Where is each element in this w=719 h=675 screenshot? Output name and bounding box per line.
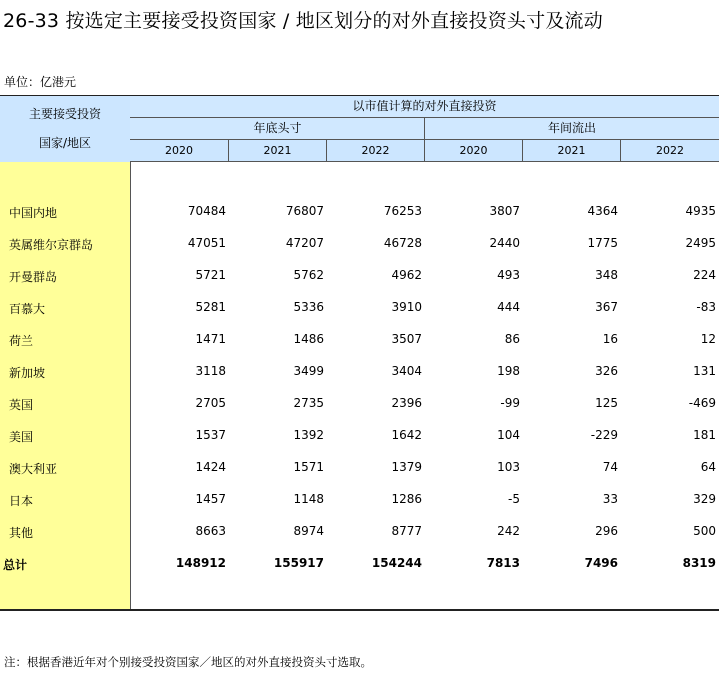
table-row [0, 330, 719, 350]
cell: 224 [693, 268, 716, 282]
unit-label: 单位：亿港元 [4, 75, 77, 89]
year-2021-position: 2021 [229, 140, 327, 161]
year-2022-position: 2022 [327, 140, 425, 161]
row-name: 百慕大 [9, 302, 46, 316]
row-name: 美国 [9, 430, 34, 444]
table-row [0, 202, 719, 222]
cell: 3507 [391, 332, 422, 346]
cell: -83 [696, 300, 716, 314]
table-row [0, 298, 719, 318]
cell: 70484 [187, 204, 226, 218]
row-name: 其他 [9, 526, 34, 540]
year-2020-position: 2020 [130, 140, 229, 161]
cell: 8319 [682, 556, 716, 570]
table-row [0, 234, 719, 254]
row-name: 新加坡 [9, 366, 46, 380]
row-name: 开曼群岛 [9, 270, 58, 284]
cell: 76253 [383, 204, 422, 218]
cell: 2705 [195, 396, 226, 410]
table-row [0, 490, 719, 510]
cell: 46728 [383, 236, 422, 250]
table-row [0, 266, 719, 286]
cell: 3910 [391, 300, 422, 314]
total-row [0, 554, 719, 574]
cell: 1286 [391, 492, 422, 506]
header-group-position: 年底头寸 [253, 121, 302, 135]
cell: 64 [700, 460, 716, 474]
cell: 7496 [584, 556, 618, 570]
cell: 8974 [293, 524, 324, 538]
cell: 154244 [371, 556, 422, 570]
cell: 1148 [293, 492, 324, 506]
cell: 8663 [195, 524, 226, 538]
table-row [0, 522, 719, 542]
cell: 33 [602, 492, 618, 506]
cell: 3404 [391, 364, 422, 378]
cell: 4962 [391, 268, 422, 282]
cell: 131 [693, 364, 716, 378]
row-name: 日本 [9, 494, 34, 508]
year-2020-outflow: 2020 [425, 140, 523, 161]
row-name: 英国 [9, 398, 34, 412]
cell: 1537 [195, 428, 226, 442]
cell: 16 [602, 332, 618, 346]
header-region-column [0, 96, 131, 162]
cell: 444 [497, 300, 520, 314]
cell: 125 [595, 396, 618, 410]
cell: 5336 [293, 300, 324, 314]
cell: 181 [693, 428, 716, 442]
cell: 1775 [587, 236, 618, 250]
table-row [0, 362, 719, 382]
cell: 1471 [195, 332, 226, 346]
cell: 76807 [285, 204, 324, 218]
cell: 1642 [391, 428, 422, 442]
total-label: 总计 [3, 558, 28, 572]
cell: 8777 [391, 524, 422, 538]
cell: 47051 [187, 236, 226, 250]
cell: 326 [595, 364, 618, 378]
header-group-band [130, 118, 719, 140]
header-group-outflow: 年间流出 [547, 121, 596, 135]
cell: 1424 [195, 460, 226, 474]
cell: 74 [602, 460, 618, 474]
cell: 4364 [587, 204, 618, 218]
cell: 198 [497, 364, 520, 378]
cell: 5281 [195, 300, 226, 314]
cell: 2396 [391, 396, 422, 410]
cell: 1457 [195, 492, 226, 506]
cell: 4935 [685, 204, 716, 218]
row-name: 荷兰 [9, 334, 34, 348]
cell: -469 [688, 396, 716, 410]
cell: 1486 [293, 332, 324, 346]
cell: 104 [497, 428, 520, 442]
header-left-line2: 国家/地区 [38, 136, 92, 150]
table-bottom-rule [0, 609, 719, 611]
table-row [0, 426, 719, 446]
header-left-line1: 主要接受投资 [28, 107, 101, 121]
cell: 2735 [293, 396, 324, 410]
cell: 1571 [293, 460, 324, 474]
row-name: 英属维尔京群岛 [9, 238, 94, 252]
cell: 155917 [273, 556, 324, 570]
cell: 86 [504, 332, 520, 346]
table-row [0, 458, 719, 478]
cell: 5762 [293, 268, 324, 282]
cell: 148912 [175, 556, 226, 570]
page-title: 26-33 按选定主要接受投资国家 / 地区划分的对外直接投资头寸及流动 [3, 10, 603, 32]
row-name: 中国内地 [9, 206, 58, 220]
cell: 296 [595, 524, 618, 538]
cell: -5 [508, 492, 520, 506]
cell: 3499 [293, 364, 324, 378]
cell: -229 [590, 428, 618, 442]
cell: 3118 [195, 364, 226, 378]
year-2021-outflow: 2021 [523, 140, 621, 161]
cell: -99 [500, 396, 520, 410]
cell: 1392 [293, 428, 324, 442]
cell: 500 [693, 524, 716, 538]
row-name: 澳大利亚 [9, 462, 58, 476]
cell: 242 [497, 524, 520, 538]
cell: 12 [700, 332, 716, 346]
footnote: 注：根据香港近年对个别接受投资国家／地区的对外直接投资头寸选取。 [4, 655, 372, 669]
header-top-band: 以市值计算的对外直接投资 [130, 96, 719, 118]
cell: 103 [497, 460, 520, 474]
cell: 2440 [489, 236, 520, 250]
cell: 493 [497, 268, 520, 282]
cell: 2495 [685, 236, 716, 250]
cell: 3807 [489, 204, 520, 218]
cell: 1379 [391, 460, 422, 474]
cell: 329 [693, 492, 716, 506]
table-row [0, 394, 719, 414]
cell: 7813 [486, 556, 520, 570]
cell: 348 [595, 268, 618, 282]
cell: 5721 [195, 268, 226, 282]
header-year-band [130, 140, 719, 162]
year-2022-outflow: 2022 [656, 144, 684, 157]
cell: 367 [595, 300, 618, 314]
group-divider [424, 118, 425, 140]
cell: 47207 [285, 236, 324, 250]
